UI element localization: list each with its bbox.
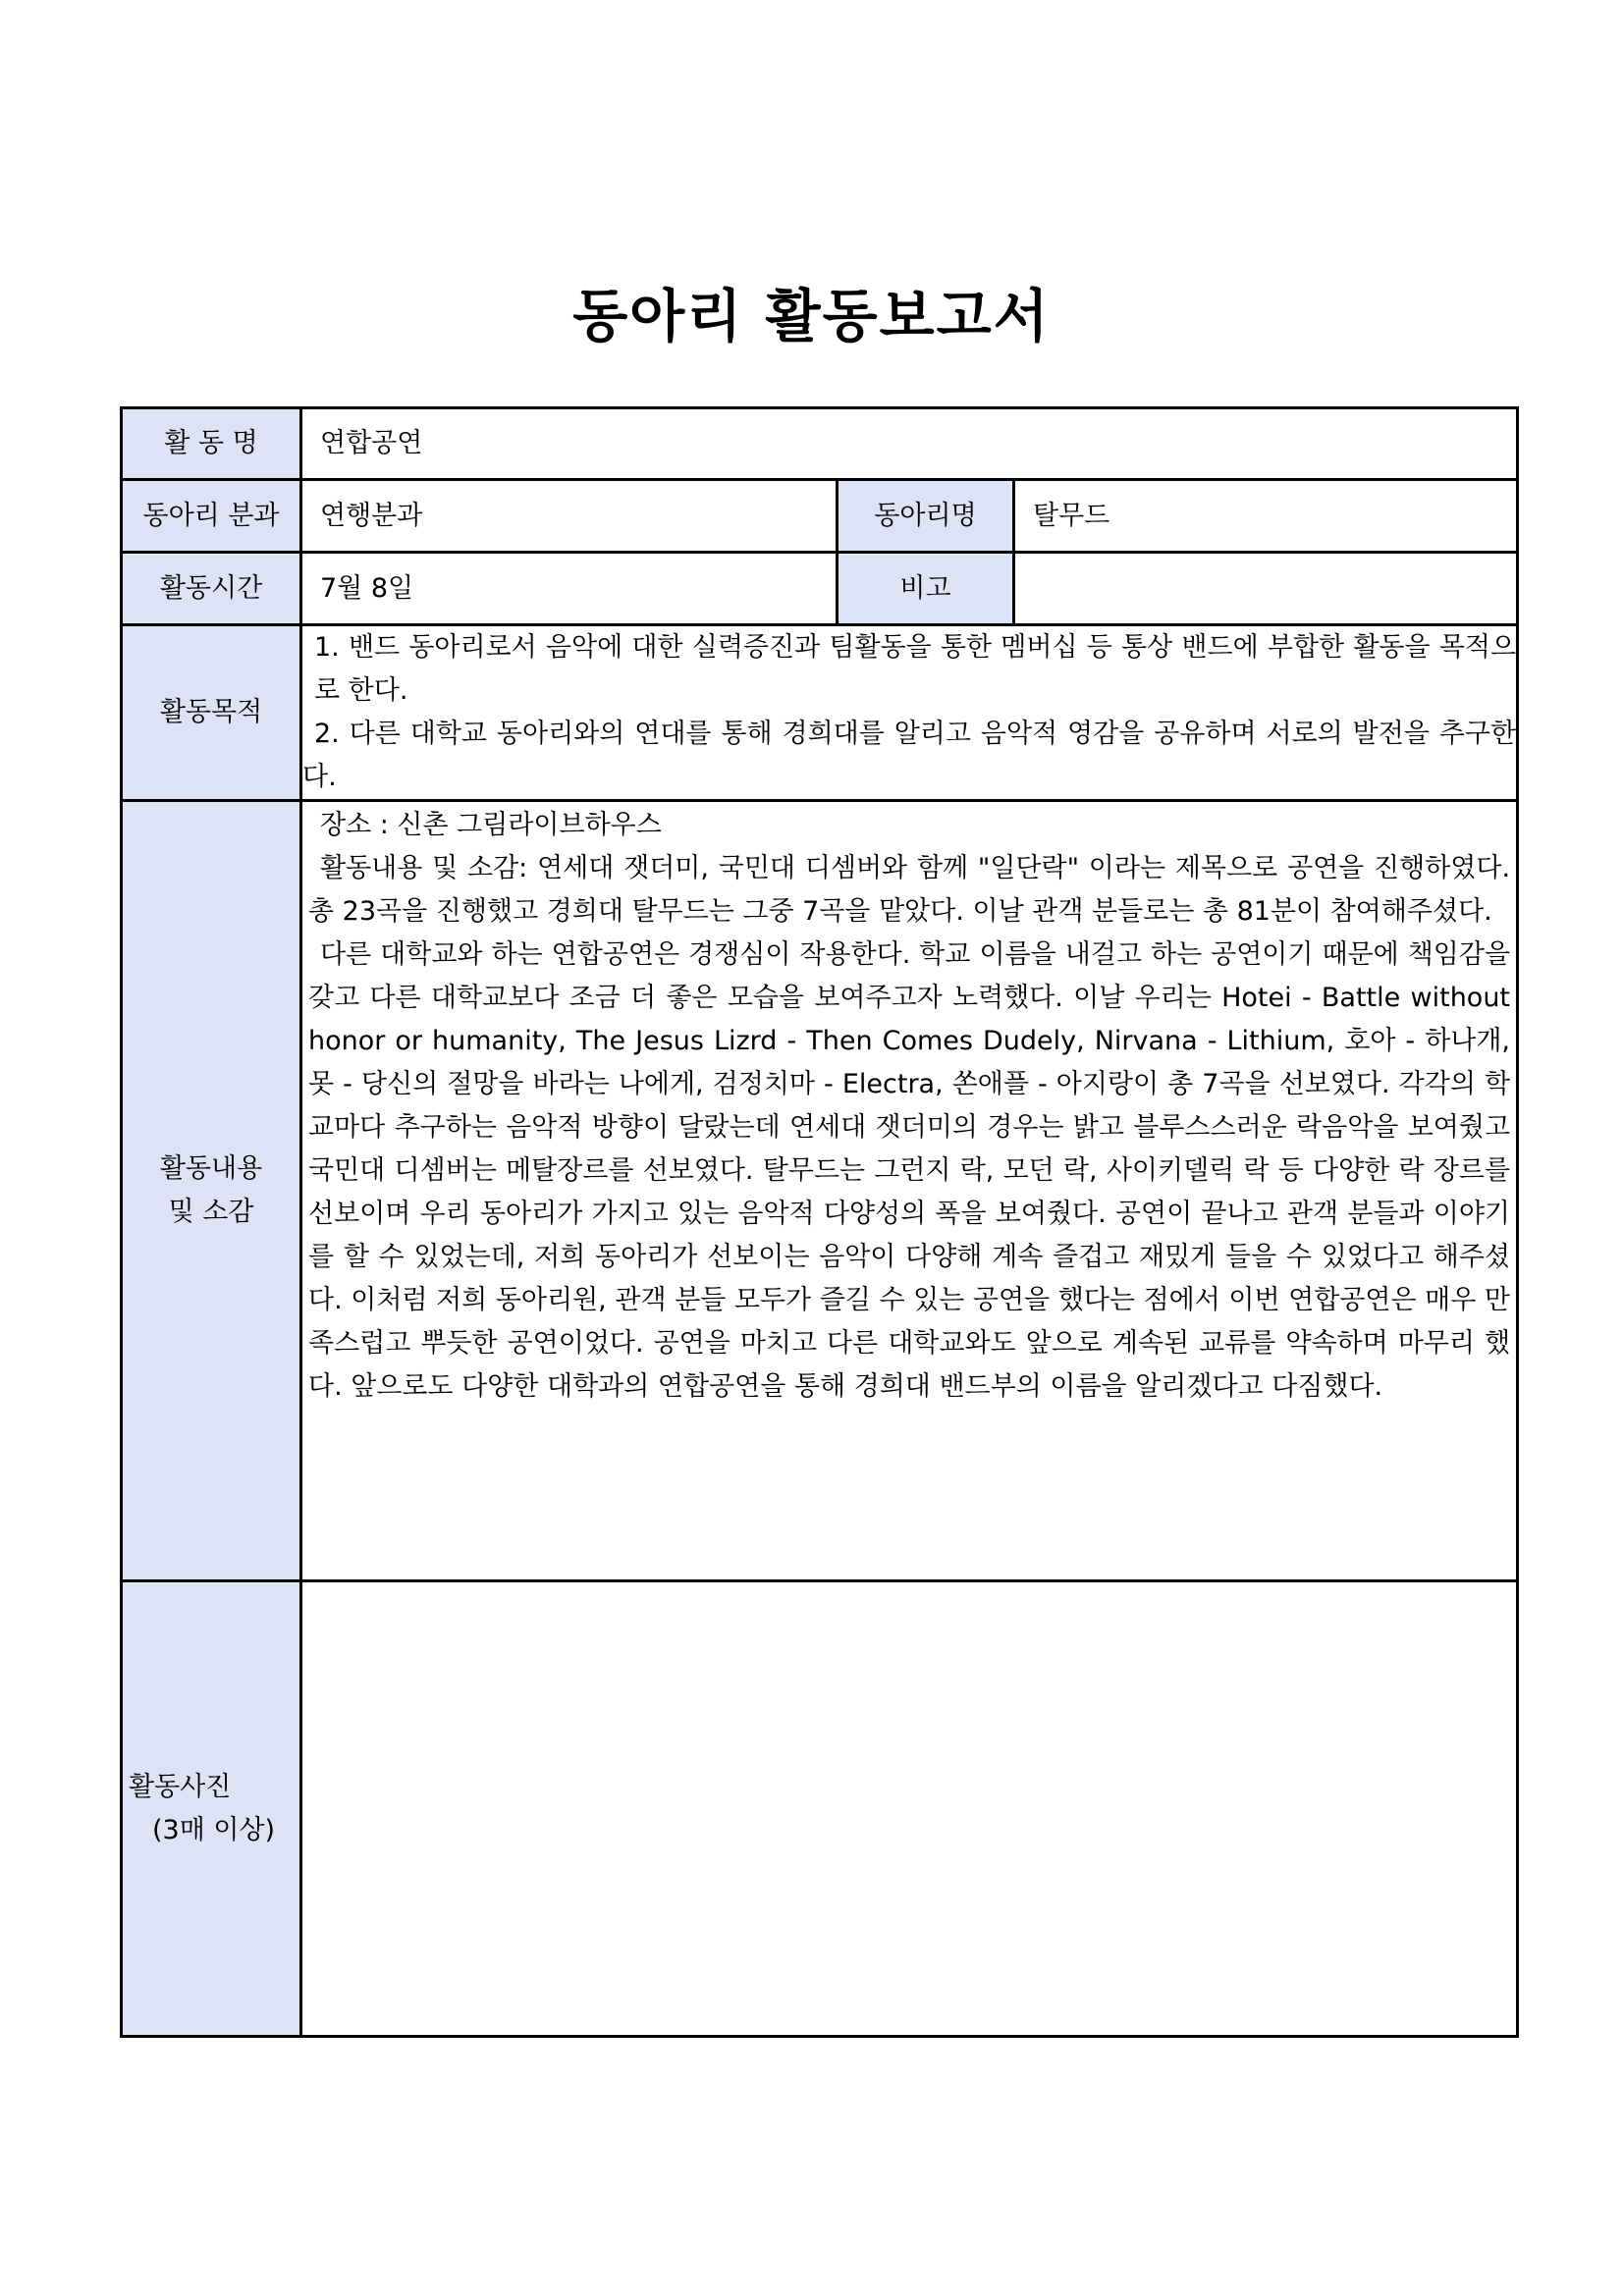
photos-area [301,1581,1518,2037]
content-label-line2: 및 소감 [168,1197,254,1227]
content-paragraph-3: 다른 대학교와 하는 연합공연은 경쟁심이 작용한다. 학교 이름을 내걸고 하는 공연이기 때문에 책임감을 갖고 다른 대학교보다 조금 더 좋은 모습을 보여주고자 노력했다. 이날 우리는 Hotei - Battle without honor or humanity, The Jesus Lizrd - Then Comes Dudely, Nirvana - Lithium, 호아 - 하나개, 못 - 당신의 절망을 바라는 나에게, 검정치마 - Electra, 쏜애플 - 아지랑이 총 7곡을 선보였다. 각각의 학교마다 추구하는 음악적 방향이 달랐는데 연세대 잿더미의 경우는 밝고 블루스스러운 락음악을 보여줬고 국민대 디셈버는 메탈장르를 선보였다. 탈무드는 그런지 락, 모던 락, 사이키델릭 락 등 다양한 락 장르를 선보이며 우리 동아리가 가지고 있는 음악적 다양성의 폭을 보여줬다. 공연이 끝나고 관객 분들과 이야기를 할 수 있었는데, 저희 동아리가 선보이는 음악이 다양해 계속 즐겁고 재밌게 들을 수 있었다고 해주셨다. 이처럼 저희 동아리원, 관객 분들 모두가 즐길 수 있는 공연을 했다는 점에서 이번 연합공연은 매우 만족스럽고 뿌듯한 공연이었다. 공연을 마치고 다른 대학교와도 앞으로 계속된 교류를 약속하며 마무리 했다. 앞으로도 다양한 대학과의 연합공연을 통해 경희대 밴드부의 이름을 알리겠다고 다짐했다. [308,939,1511,1402]
remarks-value [1014,553,1518,625]
photos-label-line1: 활동사진 [129,1771,232,1802]
purpose-item-1: 1. 밴드 동아리로서 음악에 대한 실력증진과 팀활동을 통한 멤버십 등 통상 밴드에 부합한 활동을 목적으로 한다. [314,632,1517,706]
row-activity-time [122,553,1518,625]
club-division-label: 동아리 분과 [122,480,301,553]
club-name-label: 동아리명 [838,480,1014,553]
activity-name-label: 활 동 명 [122,408,301,480]
content-label [122,801,301,1581]
activity-time-label: 활동시간 [122,553,301,625]
content-paragraph-1: 장소 : 신촌 그림라이브하우스 [320,810,662,840]
row-activity-name [122,408,1518,480]
purpose-content [301,625,1518,801]
report-table [120,406,1519,2038]
row-photos [122,1581,1518,2037]
purpose-item-2: 2. 다른 대학교 동아리와의 연대를 통해 경희대를 알리고 음악적 영감을 공유하며 서로의 발전을 추구한다. [302,719,1517,792]
activity-time-value: 7월 8일 [301,553,838,625]
photos-label [122,1581,301,2037]
photos-label-line2: (3매 이상) [152,1814,276,1845]
remarks-label: 비고 [838,553,1014,625]
row-content [122,801,1518,1581]
club-name-value: 탈무드 [1014,480,1518,553]
content-paragraph-2: 활동내용 및 소감: 연세대 잿더미, 국민대 디셈버와 함께 "일단락" 이라는 제목으로 공연을 진행하였다. 총 23곡을 진행했고 경희대 탈무드는 그중 7곡을 맡았다. 이날 관객 분들로는 총 81분이 참여해주셨다. [308,853,1511,927]
content-text [301,801,1518,1581]
row-club-info [122,480,1518,553]
row-purpose [122,625,1518,801]
content-label-line1: 활동내용 [159,1153,263,1184]
document-title: 동아리 활동보고서 [572,283,1051,349]
activity-name-value: 연합공연 [301,408,1518,480]
purpose-label: 활동목적 [122,625,301,801]
club-division-value: 연행분과 [301,480,838,553]
